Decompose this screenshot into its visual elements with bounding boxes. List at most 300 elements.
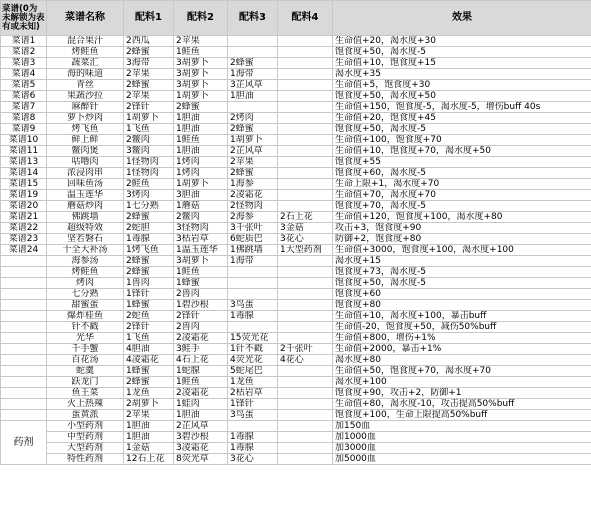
- cell-ingredient-3[interactable]: 2蜂蜜: [228, 124, 278, 135]
- cell-ingredient-1[interactable]: 3烤肉: [124, 190, 174, 201]
- cell-ingredient-3[interactable]: 2蜂蜜: [228, 168, 278, 179]
- table-row: [1, 311, 591, 322]
- cell-name[interactable]: 萝卜炒肉: [47, 113, 124, 124]
- cell-name[interactable]: 超级特效: [47, 223, 124, 234]
- cell-ingredient-3[interactable]: 2海参: [228, 212, 278, 223]
- cell-ingredient-4[interactable]: [278, 454, 333, 465]
- cell-ingredient-1[interactable]: 3海带: [124, 58, 174, 69]
- cell-ingredient-1[interactable]: 2苹果: [124, 69, 174, 80]
- cell-category[interactable]: 菜谱6: [1, 91, 47, 102]
- cell-name[interactable]: 鱼王菜: [47, 388, 124, 399]
- cell-ingredient-3[interactable]: 6蛇质巴: [228, 234, 278, 245]
- cell-ingredient-4[interactable]: [278, 69, 333, 80]
- cell-ingredient-2[interactable]: 1鲑鱼: [174, 377, 228, 388]
- table-row: [1, 377, 591, 388]
- cell-ingredient-4[interactable]: [278, 168, 333, 179]
- cell-ingredient-3[interactable]: [228, 267, 278, 278]
- cell-name[interactable]: 佛跳墙: [47, 212, 124, 223]
- cell-ingredient-2[interactable]: 1鲑鱼: [174, 135, 228, 146]
- table-row: [1, 102, 591, 113]
- cell-ingredient-2[interactable]: 2凌霜花: [174, 333, 228, 344]
- cell-ingredient-4[interactable]: [278, 91, 333, 102]
- cell-ingredient-4[interactable]: 2石上花: [278, 212, 333, 223]
- cell-ingredient-4[interactable]: [278, 157, 333, 168]
- cell-ingredient-2[interactable]: 1烤肉: [174, 157, 228, 168]
- cell-ingredient-2[interactable]: 1蛙肉: [174, 399, 228, 410]
- cell-ingredient-1[interactable]: 1怪物肉: [124, 157, 174, 168]
- cell-category[interactable]: 菜谱1: [1, 36, 47, 47]
- cell-effect[interactable]: 生命值+2000，暴击+1%: [333, 344, 591, 355]
- cell-ingredient-4[interactable]: [278, 377, 333, 388]
- cell-ingredient-2[interactable]: 1胡萝卜: [174, 179, 228, 190]
- cell-effect[interactable]: 饱食度+60，渴水度-5: [333, 168, 591, 179]
- cell-category[interactable]: 菜谱15: [1, 179, 47, 190]
- cell-ingredient-1[interactable]: 1蜂蜜: [124, 300, 174, 311]
- cell-ingredient-1[interactable]: 1飞鱼: [124, 333, 174, 344]
- cell-ingredient-2[interactable]: 3碧沙根: [174, 432, 228, 443]
- cell-ingredient-2[interactable]: 1鲑鱼: [174, 47, 228, 58]
- cell-ingredient-4[interactable]: [278, 366, 333, 377]
- cell-effect[interactable]: 渴水度+15: [333, 256, 591, 267]
- cell-ingredient-3[interactable]: 5蛇尾巴: [228, 366, 278, 377]
- cell-name[interactable]: 果蔬沙拉: [47, 91, 124, 102]
- cell-category[interactable]: [1, 410, 47, 421]
- cell-ingredient-4[interactable]: [278, 47, 333, 58]
- cell-category[interactable]: [1, 344, 47, 355]
- cell-category[interactable]: 菜谱10: [1, 135, 47, 146]
- cell-ingredient-1[interactable]: 1毒腺: [124, 234, 174, 245]
- cell-ingredient-4[interactable]: [278, 113, 333, 124]
- cell-category[interactable]: 菜谱13: [1, 157, 47, 168]
- cell-ingredient-3[interactable]: 15荧光花: [228, 333, 278, 344]
- cell-ingredient-2[interactable]: 3胡萝卜: [174, 80, 228, 91]
- cell-ingredient-3[interactable]: 2烤肉: [228, 113, 278, 124]
- cell-name[interactable]: 七分熟: [47, 289, 124, 300]
- cell-ingredient-1[interactable]: 2蜂蜜: [124, 256, 174, 267]
- cell-ingredient-1[interactable]: 1锋针: [124, 289, 174, 300]
- table-row: [1, 36, 591, 47]
- cell-effect[interactable]: 渴水度+80: [333, 355, 591, 366]
- table-row: [1, 322, 591, 333]
- cell-ingredient-4[interactable]: [278, 289, 333, 300]
- cell-ingredient-4[interactable]: [278, 311, 333, 322]
- cell-ingredient-1[interactable]: 2蜂蜜: [124, 47, 174, 58]
- cell-effect[interactable]: 饱食度+50，渴水度-5: [333, 124, 591, 135]
- cell-ingredient-3[interactable]: 2芷风草: [228, 146, 278, 157]
- cell-ingredient-4[interactable]: [278, 256, 333, 267]
- cell-name[interactable]: 烤飞鱼: [47, 124, 124, 135]
- cell-ingredient-3[interactable]: 1海参: [228, 179, 278, 190]
- cell-ingredient-2[interactable]: 2兽肉: [174, 289, 228, 300]
- cell-category[interactable]: [1, 311, 47, 322]
- cell-effect[interactable]: 生命值+5，饱食度+30: [333, 80, 591, 91]
- cell-effect[interactable]: 生命值+800，增伤+1%: [333, 333, 591, 344]
- cell-ingredient-1[interactable]: 4凌霜花: [124, 355, 174, 366]
- cell-effect[interactable]: 攻击+3，饱食度+90: [333, 223, 591, 234]
- cell-ingredient-1[interactable]: 2鲑鱼: [124, 179, 174, 190]
- cell-name[interactable]: 甜蜜蛋: [47, 300, 124, 311]
- cell-effect[interactable]: 饱食度+55: [333, 157, 591, 168]
- cell-ingredient-2[interactable]: 8荧光草: [174, 454, 228, 465]
- cell-ingredient-4[interactable]: 2千张叶: [278, 344, 333, 355]
- cell-ingredient-1[interactable]: 1七分熟: [124, 201, 174, 212]
- cell-effect[interactable]: 渴水度+35: [333, 69, 591, 80]
- cell-name[interactable]: 十全大补汤: [47, 245, 124, 256]
- cell-name[interactable]: 光华: [47, 333, 124, 344]
- cell-ingredient-3[interactable]: 4荧光花: [228, 355, 278, 366]
- cell-name[interactable]: 蛇羹: [47, 366, 124, 377]
- cell-ingredient-3[interactable]: 2凌霜花: [228, 190, 278, 201]
- cell-ingredient-4[interactable]: [278, 432, 333, 443]
- cell-ingredient-3[interactable]: 1龙鱼: [228, 377, 278, 388]
- cell-ingredient-4[interactable]: 4花心: [278, 355, 333, 366]
- cell-effect[interactable]: 生命上限+1，渴水度+70: [333, 179, 591, 190]
- cell-ingredient-3[interactable]: [228, 47, 278, 58]
- table-row: [1, 355, 591, 366]
- cell-ingredient-4[interactable]: [278, 399, 333, 410]
- cell-effect[interactable]: 生命值+10，饱食度+70，渴水度+50: [333, 146, 591, 157]
- table-row: [1, 366, 591, 377]
- cell-category[interactable]: 菜谱3: [1, 58, 47, 69]
- cell-ingredient-4[interactable]: [278, 388, 333, 399]
- cell-ingredient-1[interactable]: 1怪物肉: [124, 168, 174, 179]
- potion-body: [1, 421, 591, 465]
- cell-category[interactable]: [1, 278, 47, 289]
- cell-ingredient-2[interactable]: 1蜂蜜: [174, 278, 228, 289]
- cell-effect[interactable]: 饱食度+73，渴水度-5: [333, 267, 591, 278]
- cell-ingredient-4[interactable]: 1大型药剂: [278, 245, 333, 256]
- cell-effect[interactable]: 生命值+80，渴水度-10，攻击提高50%buff: [333, 399, 591, 410]
- table-row: [1, 245, 591, 256]
- cell-name[interactable]: 回味鱼汤: [47, 179, 124, 190]
- cell-ingredient-1[interactable]: 1烤飞鱼: [124, 245, 174, 256]
- cell-effect[interactable]: 加3000血: [333, 443, 591, 454]
- table-row: [1, 47, 591, 58]
- cell-ingredient-2[interactable]: 1鲑鱼: [174, 267, 228, 278]
- cell-name[interactable]: 鲜上鲜: [47, 135, 124, 146]
- cell-ingredient-2[interactable]: 3怪物肉: [174, 223, 228, 234]
- cell-ingredient-1[interactable]: 2胡萝卜: [124, 399, 174, 410]
- cell-ingredient-1[interactable]: 2苹果: [124, 91, 174, 102]
- cell-ingredient-1[interactable]: 1胆油: [124, 421, 174, 432]
- cell-ingredient-1[interactable]: 2蛇胆: [124, 223, 174, 234]
- cell-ingredient-1[interactable]: 1飞鱼: [124, 124, 174, 135]
- cell-ingredient-4[interactable]: [278, 36, 333, 47]
- cell-ingredient-4[interactable]: [278, 58, 333, 69]
- cell-effect[interactable]: 饱食度+60: [333, 289, 591, 300]
- header-category[interactable]: 菜谱(0为 未解锁为表 有或未知): [1, 1, 47, 36]
- cell-category[interactable]: 菜谱8: [1, 113, 47, 124]
- cell-ingredient-2[interactable]: 3胡萝卜: [174, 58, 228, 69]
- cell-ingredient-2[interactable]: 1蛇腺: [174, 366, 228, 377]
- cell-category[interactable]: 菜谱20: [1, 201, 47, 212]
- cell-ingredient-1[interactable]: 1胆油: [124, 432, 174, 443]
- cell-ingredient-2[interactable]: 1烤肉: [174, 168, 228, 179]
- cell-effect[interactable]: 生命值+150，饱食度-5，渴水度-5，增伤buff 40s: [333, 102, 591, 113]
- cell-ingredient-2[interactable]: 1胆油: [174, 146, 228, 157]
- recipe-body: [1, 36, 591, 421]
- cell-ingredient-2[interactable]: 3鲑手: [174, 344, 228, 355]
- cell-ingredient-4[interactable]: [278, 102, 333, 113]
- cell-effect[interactable]: 生命值+100，饱食度+70: [333, 135, 591, 146]
- cell-name[interactable]: 大型药剂: [47, 443, 124, 454]
- cell-category[interactable]: 菜谱23: [1, 234, 47, 245]
- cell-category-potion[interactable]: 药剂: [1, 421, 47, 465]
- cell-effect[interactable]: 生命值+120，饱食度+100，渴水度+80: [333, 212, 591, 223]
- cell-ingredient-2[interactable]: 2鳖肉: [174, 212, 228, 223]
- cell-ingredient-1[interactable]: 4胆油: [124, 344, 174, 355]
- cell-name[interactable]: 中型药剂: [47, 432, 124, 443]
- header-effect[interactable]: 效果: [333, 1, 591, 36]
- cell-ingredient-3[interactable]: 1佛跳墙: [228, 245, 278, 256]
- header-row: [1, 1, 591, 36]
- cell-ingredient-1[interactable]: 1蜂蜜: [124, 366, 174, 377]
- cell-effect[interactable]: 生命值+20，渴水度+30: [333, 36, 591, 47]
- table-row: [1, 212, 591, 223]
- cell-category[interactable]: 菜谱7: [1, 102, 47, 113]
- cell-category[interactable]: [1, 366, 47, 377]
- cell-ingredient-1[interactable]: 2蜂蜜: [124, 212, 174, 223]
- cell-ingredient-4[interactable]: [278, 146, 333, 157]
- cell-effect[interactable]: 生命值+10，渴水度+100，暴击buff: [333, 311, 591, 322]
- cell-ingredient-1[interactable]: 1兽肉: [124, 278, 174, 289]
- cell-ingredient-3[interactable]: [228, 289, 278, 300]
- cell-ingredient-3[interactable]: [228, 36, 278, 47]
- cell-name[interactable]: 烤鲑鱼: [47, 267, 124, 278]
- cell-ingredient-4[interactable]: [278, 135, 333, 146]
- cell-ingredient-2[interactable]: 3凌霜花: [174, 443, 228, 454]
- cell-name[interactable]: 鳖肉煲: [47, 146, 124, 157]
- cell-name[interactable]: 爆炸桂鱼: [47, 311, 124, 322]
- cell-ingredient-3[interactable]: 3鸟蛋: [228, 410, 278, 421]
- cell-category[interactable]: 菜谱5: [1, 80, 47, 91]
- header-ingredient-4[interactable]: 配料4: [278, 1, 333, 36]
- cell-effect[interactable]: 饱食度+50，渴水度-5: [333, 47, 591, 58]
- cell-effect[interactable]: 加150血: [333, 421, 591, 432]
- cell-ingredient-4[interactable]: [278, 124, 333, 135]
- cell-category[interactable]: 菜谱22: [1, 223, 47, 234]
- cell-ingredient-3[interactable]: 2怪物肉: [228, 201, 278, 212]
- cell-name[interactable]: 跃龙门: [47, 377, 124, 388]
- cell-effect[interactable]: 生命值+50，饱食度+70，渴水度+70: [333, 366, 591, 377]
- cell-ingredient-1[interactable]: 2蜂蜜: [124, 80, 174, 91]
- cell-ingredient-4[interactable]: [278, 278, 333, 289]
- cell-name[interactable]: 烤鲑鱼: [47, 47, 124, 58]
- cell-ingredient-3[interactable]: 3千张叶: [228, 223, 278, 234]
- cell-ingredient-4[interactable]: [278, 80, 333, 91]
- header-ingredient-2[interactable]: 配料2: [174, 1, 228, 36]
- cell-ingredient-4[interactable]: [278, 201, 333, 212]
- cell-ingredient-2[interactable]: 1胆油: [174, 113, 228, 124]
- cell-category[interactable]: [1, 300, 47, 311]
- cell-name[interactable]: 咕噜肉: [47, 157, 124, 168]
- cell-ingredient-4[interactable]: [278, 333, 333, 344]
- cell-ingredient-3[interactable]: 1毒腺: [228, 311, 278, 322]
- cell-ingredient-3[interactable]: 3芷风草: [228, 80, 278, 91]
- cell-ingredient-3[interactable]: [228, 322, 278, 333]
- cell-ingredient-2[interactable]: 4石上花: [174, 355, 228, 366]
- cell-ingredient-2[interactable]: 3枯岩草: [174, 234, 228, 245]
- cell-ingredient-1[interactable]: 2蜂蜜: [124, 267, 174, 278]
- table-row: [1, 179, 591, 190]
- cell-ingredient-2[interactable]: 3胡萝卜: [174, 256, 228, 267]
- cell-name[interactable]: 烤肉: [47, 278, 124, 289]
- cell-category[interactable]: [1, 388, 47, 399]
- cell-effect[interactable]: 加5000血: [333, 454, 591, 465]
- cell-name[interactable]: 坚若磐石: [47, 234, 124, 245]
- cell-ingredient-2[interactable]: 2芷风草: [174, 421, 228, 432]
- cell-ingredient-1[interactable]: 1胡萝卜: [124, 113, 174, 124]
- cell-name[interactable]: 特性药剂: [47, 454, 124, 465]
- table-row: [1, 410, 591, 421]
- table-row: [1, 58, 591, 69]
- cell-name[interactable]: 海的味道: [47, 69, 124, 80]
- cell-ingredient-3[interactable]: 3花心: [228, 454, 278, 465]
- cell-name[interactable]: 蘑菇炒肉: [47, 201, 124, 212]
- cell-ingredient-3[interactable]: 1胡萝卜: [228, 135, 278, 146]
- cell-name[interactable]: 小型药剂: [47, 421, 124, 432]
- cell-ingredient-1[interactable]: 12石上花: [124, 454, 174, 465]
- cell-ingredient-4[interactable]: [278, 190, 333, 201]
- cell-ingredient-3[interactable]: [228, 102, 278, 113]
- table-row: [1, 399, 591, 410]
- cell-ingredient-3[interactable]: [228, 421, 278, 432]
- cell-ingredient-2[interactable]: 1胆油: [174, 124, 228, 135]
- cell-effect[interactable]: 生命值+10，饱食度+15: [333, 58, 591, 69]
- cell-ingredient-4[interactable]: [278, 410, 333, 421]
- cell-ingredient-3[interactable]: 1毒腺: [228, 443, 278, 454]
- header-name[interactable]: 菜谱名称: [47, 1, 124, 36]
- cell-effect[interactable]: 加1000血: [333, 432, 591, 443]
- cell-ingredient-4[interactable]: [278, 179, 333, 190]
- cell-ingredient-1[interactable]: 1龙鱼: [124, 388, 174, 399]
- cell-name[interactable]: 蛋黄派: [47, 410, 124, 421]
- cell-ingredient-4[interactable]: 3金菇: [278, 223, 333, 234]
- cell-category[interactable]: [1, 256, 47, 267]
- cell-ingredient-1[interactable]: 1金菇: [124, 443, 174, 454]
- cell-category[interactable]: 菜谱24: [1, 245, 47, 256]
- cell-name[interactable]: 温玉莲华: [47, 190, 124, 201]
- cell-ingredient-1[interactable]: 2锋针: [124, 102, 174, 113]
- header-ingredient-3[interactable]: 配料3: [228, 1, 278, 36]
- cell-effect[interactable]: 生命值+20，饱食度+45: [333, 113, 591, 124]
- cell-ingredient-2[interactable]: 2凌霜花: [174, 388, 228, 399]
- table-row: [1, 201, 591, 212]
- cell-ingredient-3[interactable]: 1锋针: [228, 399, 278, 410]
- cell-ingredient-3[interactable]: 1针不戳: [228, 344, 278, 355]
- cell-ingredient-1[interactable]: 2苹果: [124, 410, 174, 421]
- cell-name[interactable]: 混合果汁: [47, 36, 124, 47]
- cell-ingredient-2[interactable]: 2苹果: [174, 36, 228, 47]
- cell-category[interactable]: [1, 377, 47, 388]
- cell-ingredient-4[interactable]: [278, 322, 333, 333]
- cell-ingredient-3[interactable]: 1海带: [228, 256, 278, 267]
- cell-category[interactable]: [1, 355, 47, 366]
- cell-effect[interactable]: 渴水度+100: [333, 377, 591, 388]
- cell-name[interactable]: 海参汤: [47, 256, 124, 267]
- cell-ingredient-2[interactable]: 1胆油: [174, 410, 228, 421]
- table-row: [1, 333, 591, 344]
- cell-category[interactable]: 菜谱21: [1, 212, 47, 223]
- table-row: [1, 344, 591, 355]
- cell-name[interactable]: 火上热辣: [47, 399, 124, 410]
- cell-ingredient-3[interactable]: 2蜂蜜: [228, 58, 278, 69]
- cell-ingredient-4[interactable]: [278, 443, 333, 454]
- cell-effect[interactable]: 饱食度+100，生命上限提高50%buff: [333, 410, 591, 421]
- cell-ingredient-4[interactable]: 3花心: [278, 234, 333, 245]
- cell-effect[interactable]: 饱食度+70，渴水度-5: [333, 201, 591, 212]
- cell-ingredient-2[interactable]: 2蜂蜜: [174, 102, 228, 113]
- cell-ingredient-1[interactable]: 3鳖肉: [124, 146, 174, 157]
- cell-category[interactable]: 菜谱4: [1, 69, 47, 80]
- table-row: [1, 267, 591, 278]
- cell-effect[interactable]: 防御+2，饱食度+80: [333, 234, 591, 245]
- cell-effect[interactable]: 生命值+70，渴水度+70: [333, 190, 591, 201]
- cell-ingredient-3[interactable]: 1海带: [228, 69, 278, 80]
- cell-effect[interactable]: 饱食度+80: [333, 300, 591, 311]
- cell-category[interactable]: 菜谱19: [1, 190, 47, 201]
- cell-name[interactable]: 针不戳: [47, 322, 124, 333]
- cell-ingredient-3[interactable]: 1胆油: [228, 91, 278, 102]
- cell-effect[interactable]: 饱食度+90，攻击+2，防御+1: [333, 388, 591, 399]
- cell-category[interactable]: 菜谱11: [1, 146, 47, 157]
- cell-ingredient-4[interactable]: [278, 421, 333, 432]
- cell-ingredient-2[interactable]: 1温玉莲华: [174, 245, 228, 256]
- table-row: [1, 80, 591, 91]
- cell-ingredient-1[interactable]: 2蜂蜜: [124, 377, 174, 388]
- cell-name[interactable]: 蔬菜汇: [47, 58, 124, 69]
- cell-ingredient-4[interactable]: [278, 267, 333, 278]
- cell-ingredient-2[interactable]: 1胡萝卜: [174, 91, 228, 102]
- cell-ingredient-3[interactable]: 3鸟蛋: [228, 300, 278, 311]
- cell-ingredient-2[interactable]: 3胡萝卜: [174, 69, 228, 80]
- cell-ingredient-1[interactable]: 2锋针: [124, 322, 174, 333]
- cell-category[interactable]: 菜谱2: [1, 47, 47, 58]
- cell-effect[interactable]: 饱食度+50，渴水度-5: [333, 278, 591, 289]
- cell-ingredient-1[interactable]: 2蛇鱼: [124, 311, 174, 322]
- table-row: [1, 135, 591, 146]
- cell-ingredient-1[interactable]: 2西瓜: [124, 36, 174, 47]
- cell-ingredient-2[interactable]: 2锋针: [174, 311, 228, 322]
- cell-ingredient-2[interactable]: 2兽肉: [174, 322, 228, 333]
- cell-category[interactable]: [1, 399, 47, 410]
- cell-ingredient-3[interactable]: 1毒腺: [228, 432, 278, 443]
- cell-category[interactable]: [1, 289, 47, 300]
- cell-name[interactable]: 浓浸肉串: [47, 168, 124, 179]
- cell-name[interactable]: 麻醉针: [47, 102, 124, 113]
- cell-name[interactable]: 千手蟹: [47, 344, 124, 355]
- cell-ingredient-2[interactable]: 1碧沙根: [174, 300, 228, 311]
- cell-ingredient-4[interactable]: [278, 300, 333, 311]
- cell-category[interactable]: 菜谱14: [1, 168, 47, 179]
- cell-name[interactable]: 青丝: [47, 80, 124, 91]
- cell-effect[interactable]: 生命值+3000，饱食度+100，渴水度+100: [333, 245, 591, 256]
- header-ingredient-1[interactable]: 配料1: [124, 1, 174, 36]
- cell-category[interactable]: [1, 333, 47, 344]
- cell-ingredient-1[interactable]: 2鳖肉: [124, 135, 174, 146]
- cell-ingredient-2[interactable]: 1蘑菇: [174, 201, 228, 212]
- cell-effect[interactable]: 生命值-20，饱食度+50，减伤50%buff: [333, 322, 591, 333]
- cell-ingredient-2[interactable]: 3胆油: [174, 190, 228, 201]
- cell-ingredient-3[interactable]: 2枯岩草: [228, 388, 278, 399]
- cell-name[interactable]: 百花汤: [47, 355, 124, 366]
- cell-ingredient-3[interactable]: 2苹果: [228, 157, 278, 168]
- cell-category[interactable]: [1, 322, 47, 333]
- cell-category[interactable]: [1, 267, 47, 278]
- cell-category[interactable]: 菜谱9: [1, 124, 47, 135]
- cell-effect[interactable]: 饱食度+50，渴水度+50: [333, 91, 591, 102]
- cell-ingredient-3[interactable]: [228, 278, 278, 289]
